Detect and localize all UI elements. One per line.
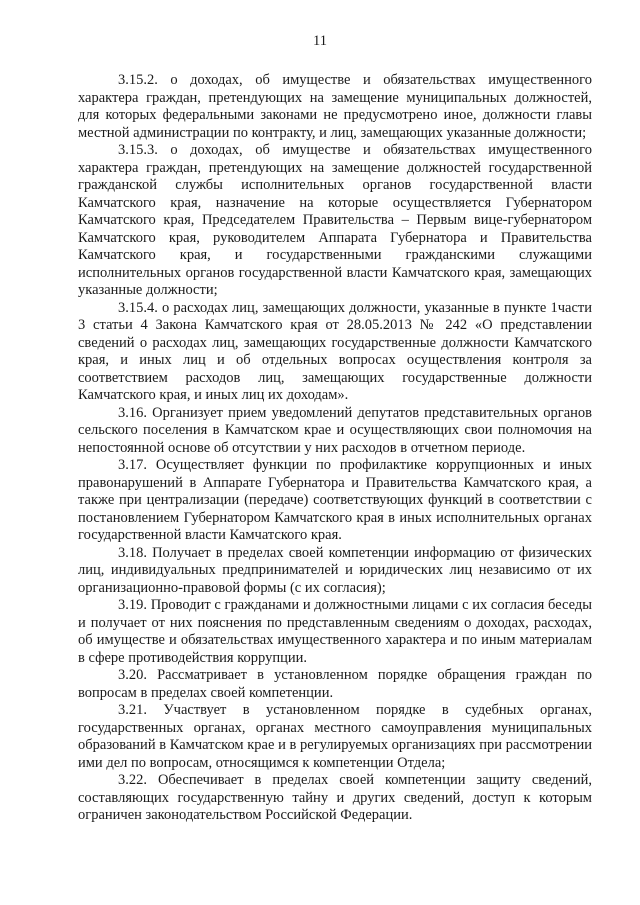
clause-3-18: 3.18. Получает в пределах своей компетенции информацию от физических лиц, индивидуальных предпринимателей и юридических лиц независимо от их организационно-правовой формы (с их согласия);	[78, 544, 592, 596]
clause-3-16: 3.16. Организует прием уведомлений депутатов представительных органов сельского поселения в Камчатском крае и осуществляющих свои полномочия на непостоянной основе об отсутствии у них расходов в отчетном периоде.	[78, 404, 592, 456]
clause-3-20: 3.20. Рассматривает в установленном порядке обращения граждан по вопросам в пределах своей компетенции.	[78, 667, 592, 701]
clause-3-17: 3.17. Осуществляет функции по профилактике коррупционных и иных правонарушений в Аппарате Губернатора и Правительства Камчатского края, а также при централизации (передаче) соответствующих функций в соответствии с постановлением Губернатором Камчатского края в иных исполнительных органах государственной власти Камчатского края.	[78, 457, 592, 543]
clause-3-22: 3.22. Обеспечивает в пределах своей компетенции защиту сведений, составляющих государственную тайну и других сведений, доступ к которым ограничен законодательством Российской Федерации.	[78, 772, 592, 823]
clause-3-15-4: 3.15.4. о расходах лиц, замещающих должности, указанные в пункте 1части 3 статьи 4 Закона Камчатского края от 28.05.2013 № 242 «О представлении сведений о расходах лиц, замещающих государственные должности Камчатского края, и иных лиц и об отдельных вопросах осуществления контроля за соответствием расходов лиц, замещающих государственные должности Камчатского края, и иных лиц их доходам».	[78, 299, 592, 403]
clause-3-15-2: 3.15.2. о доходах, об имуществе и обязательствах имущественного характера граждан, претендующих на замещение муниципальных должностей, для которых федеральными законами не предусмотрено иное, должности главы местной администрации по контракту, и лиц, замещающих указанные должности;	[78, 72, 592, 141]
clause-3-21: 3.21. Участвует в установленном порядке в судебных органах, государственных органах, органах местного самоуправления муниципальных образований в Камчатском крае и в регулируемых организациях при рассмотрении ими дел по вопросам, относящимся к компетенции Отдела;	[78, 702, 592, 771]
document-body	[78, 72, 592, 825]
page-number: 11	[313, 33, 327, 49]
clause-3-19: 3.19. Проводит с гражданами и должностными лицами с их согласия беседы и получает от них пояснения по представленным сведениям о доходах, расходах, об имуществе и обязательствах имущественного характера и по иным материалам в сфере противодействия коррупции.	[78, 597, 592, 666]
clause-3-15-3: 3.15.3. о доходах, об имуществе и обязательствах имущественного характера граждан, претендующих на замещение должностей государственной гражданской службы исполнительных органов государственной власти Камчатского края, назначение на которые осуществляется Губернатором Камчатского края, Председателем Правительства – Первым вице-губернатором Камчатского края, руководителем Аппарата Губернатора и Правительства Камчатского края, и государственными гражданскими служащими исполнительных органов государственной власти Камчатского края, замещающих указанные должности;	[78, 142, 592, 298]
